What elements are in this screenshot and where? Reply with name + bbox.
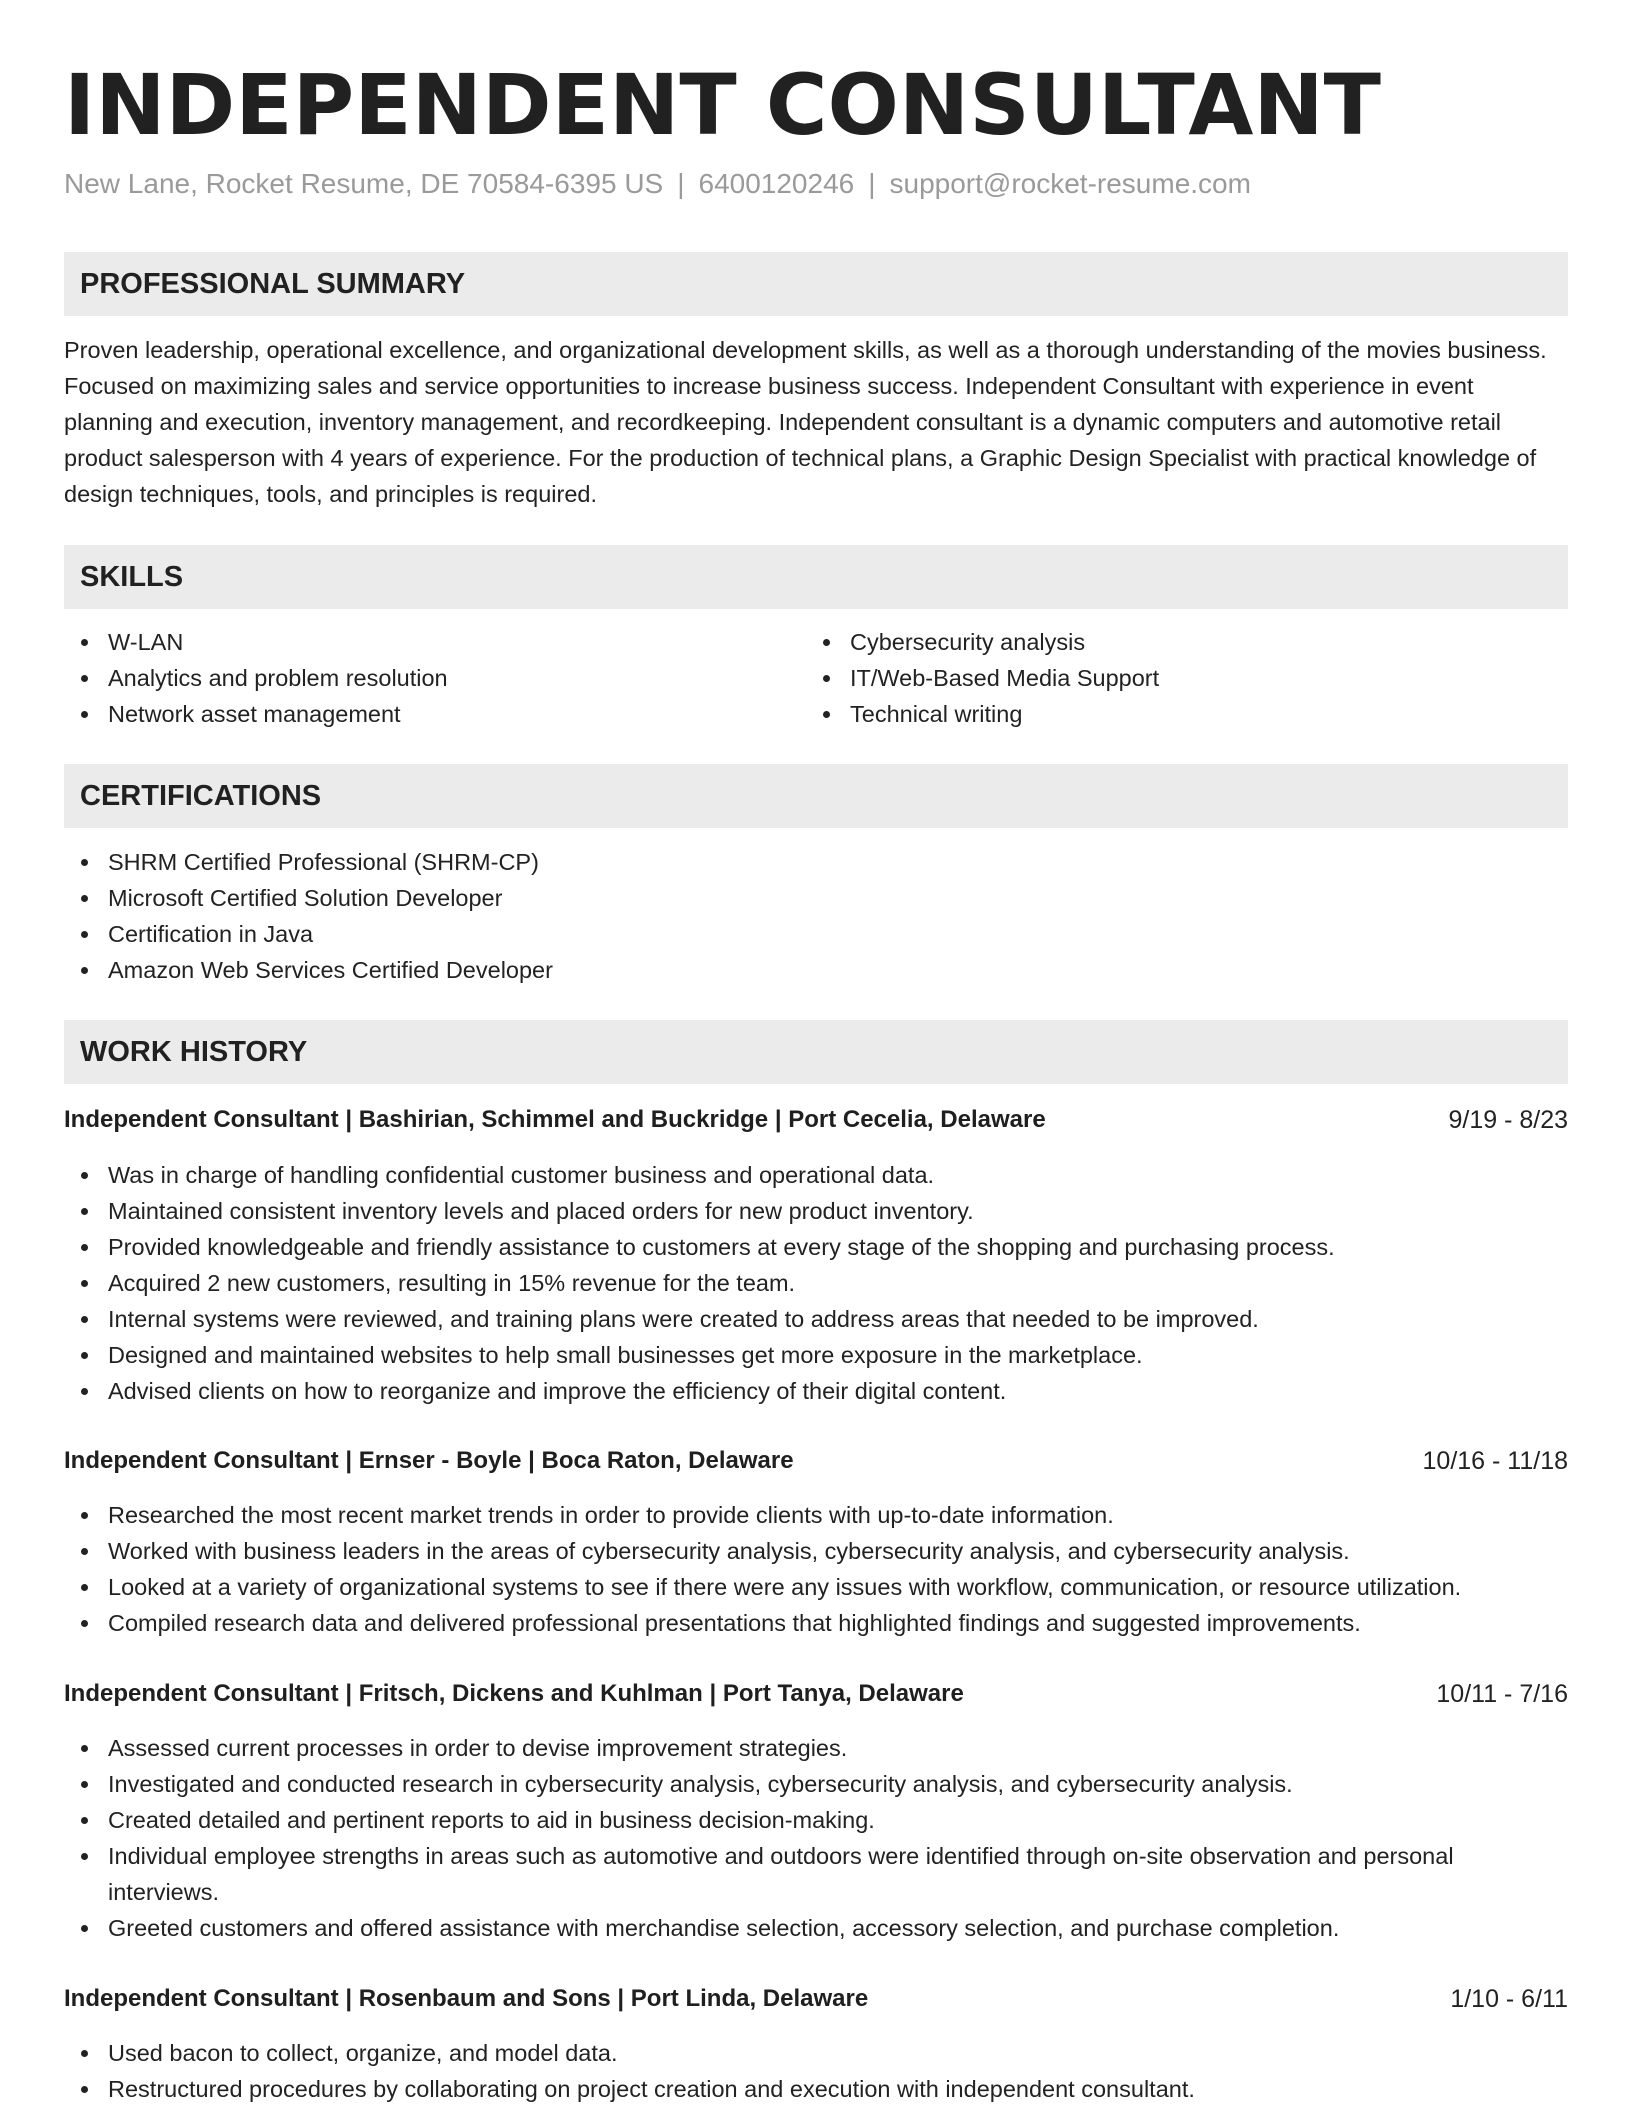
job-header xyxy=(64,1981,1568,2017)
job-header xyxy=(64,1443,1568,1479)
list-item: Network asset management xyxy=(64,696,804,732)
contact-separator: | xyxy=(868,168,876,199)
list-item: Advised clients on how to reorganize and improve the efficiency of their digital content. xyxy=(64,1373,1568,1409)
contact-address: New Lane, Rocket Resume, DE 70584-6395 US xyxy=(64,168,664,199)
job-title: Independent Consultant | Rosenbaum and Sons | Port Linda, Delaware xyxy=(64,1985,869,2012)
list-item: Internal systems were reviewed, and training plans were created to address areas that needed to be improved. xyxy=(64,1301,1568,1337)
job-bullets xyxy=(64,1497,1568,1641)
list-item: Restructured procedures by collaborating on project creation and execution with independent consultant. xyxy=(64,2071,1568,2107)
skills-list-left xyxy=(64,624,804,732)
list-item: Amazon Web Services Certified Developer xyxy=(64,952,1568,988)
certifications-list xyxy=(64,844,1568,988)
contact-email: support@rocket-resume.com xyxy=(889,168,1251,199)
list-item: Maintained consistent inventory levels and placed orders for new product inventory. xyxy=(64,1193,1568,1229)
list-item: Greeted customers and offered assistance with merchandise selection, accessory selection, and purchase completion. xyxy=(64,1910,1568,1946)
job-header xyxy=(64,1676,1568,1712)
list-item: Compiled research data and delivered professional presentations that highlighted findings and suggested improvements. xyxy=(64,1605,1568,1641)
list-item: Analytics and problem resolution xyxy=(64,660,804,696)
section-heading-skills: SKILLS xyxy=(64,545,1568,609)
list-item: Was in charge of handling confidential customer business and operational data. xyxy=(64,1157,1568,1193)
job-dates: 1/10 - 6/11 xyxy=(1450,1984,1568,2013)
list-item: Technical writing xyxy=(806,696,1546,732)
skills-list-right xyxy=(806,624,1546,732)
list-item: Created detailed and pertinent reports to aid in business decision-making. xyxy=(64,1802,1568,1838)
summary-text: Proven leadership, operational excellence, and organizational development skills, as well as a thorough understanding of the movies business. Focused on maximizing sales and service opportunities to increase business success. Independent Consultant with experience in event planning and execution, inventory management, and recordkeeping. Independent consultant is a dynamic computers and automotive retail product salesperson with 4 years of experience. For the production of technical plans, a Graphic Design Specialist with practical knowledge of design techniques, tools, and principles is required. xyxy=(64,337,1547,507)
list-item: Certification in Java xyxy=(64,916,1568,952)
list-item: Researched the most recent market trends in order to provide clients with up-to-date information. xyxy=(64,1497,1568,1533)
list-item: W-LAN xyxy=(64,624,804,660)
job-dates: 10/16 - 11/18 xyxy=(1422,1446,1568,1475)
list-item: Looked at a variety of organizational systems to see if there were any issues with workflow, communication, or resource utilization. xyxy=(64,1569,1568,1605)
contact-separator: | xyxy=(677,168,685,199)
job-title: Independent Consultant | Bashirian, Schimmel and Buckridge | Port Cecelia, Delaware xyxy=(64,1106,1046,1133)
job-title: Independent Consultant | Fritsch, Dickens and Kuhlman | Port Tanya, Delaware xyxy=(64,1680,964,1707)
list-item: Assessed current processes in order to devise improvement strategies. xyxy=(64,1730,1568,1766)
list-item: Used bacon to collect, organize, and model data. xyxy=(64,2035,1568,2071)
list-item: Investigated and conducted research in cybersecurity analysis, cybersecurity analysis, and cybersecurity analysis. xyxy=(64,1766,1568,1802)
section-heading-work-history: WORK HISTORY xyxy=(64,1020,1568,1084)
list-item: Designed and maintained websites to help small businesses get more exposure in the marketplace. xyxy=(64,1337,1568,1373)
job-header xyxy=(64,1102,1568,1138)
contact-line xyxy=(64,166,1251,202)
list-item: SHRM Certified Professional (SHRM-CP) xyxy=(64,844,1568,880)
section-heading-certifications: CERTIFICATIONS xyxy=(64,764,1568,828)
job-title: Independent Consultant | Ernser - Boyle | Boca Raton, Delaware xyxy=(64,1447,794,1474)
list-item: Provided knowledgeable and friendly assistance to customers at every stage of the shopping and purchasing process. xyxy=(64,1229,1568,1265)
section-heading-summary: PROFESSIONAL SUMMARY xyxy=(64,252,1568,316)
list-item: IT/Web-Based Media Support xyxy=(806,660,1546,696)
job-bullets xyxy=(64,2035,1568,2107)
list-item: Acquired 2 new customers, resulting in 15% revenue for the team. xyxy=(64,1265,1568,1301)
list-item: Cybersecurity analysis xyxy=(806,624,1546,660)
job-bullets xyxy=(64,1730,1568,1946)
list-item: Worked with business leaders in the areas of cybersecurity analysis, cybersecurity analysis, and cybersecurity analysis. xyxy=(64,1533,1568,1569)
list-item: Individual employee strengths in areas such as automotive and outdoors were identified through on-site observation and personal interviews. xyxy=(64,1838,1568,1910)
job-dates: 10/11 - 7/16 xyxy=(1436,1679,1568,1708)
job-dates: 9/19 - 8/23 xyxy=(1448,1105,1568,1134)
job-bullets xyxy=(64,1157,1568,1409)
list-item: Microsoft Certified Solution Developer xyxy=(64,880,1568,916)
contact-phone: 6400120246 xyxy=(698,168,855,199)
candidate-name: INDEPENDENT CONSULTANT xyxy=(64,56,1381,154)
